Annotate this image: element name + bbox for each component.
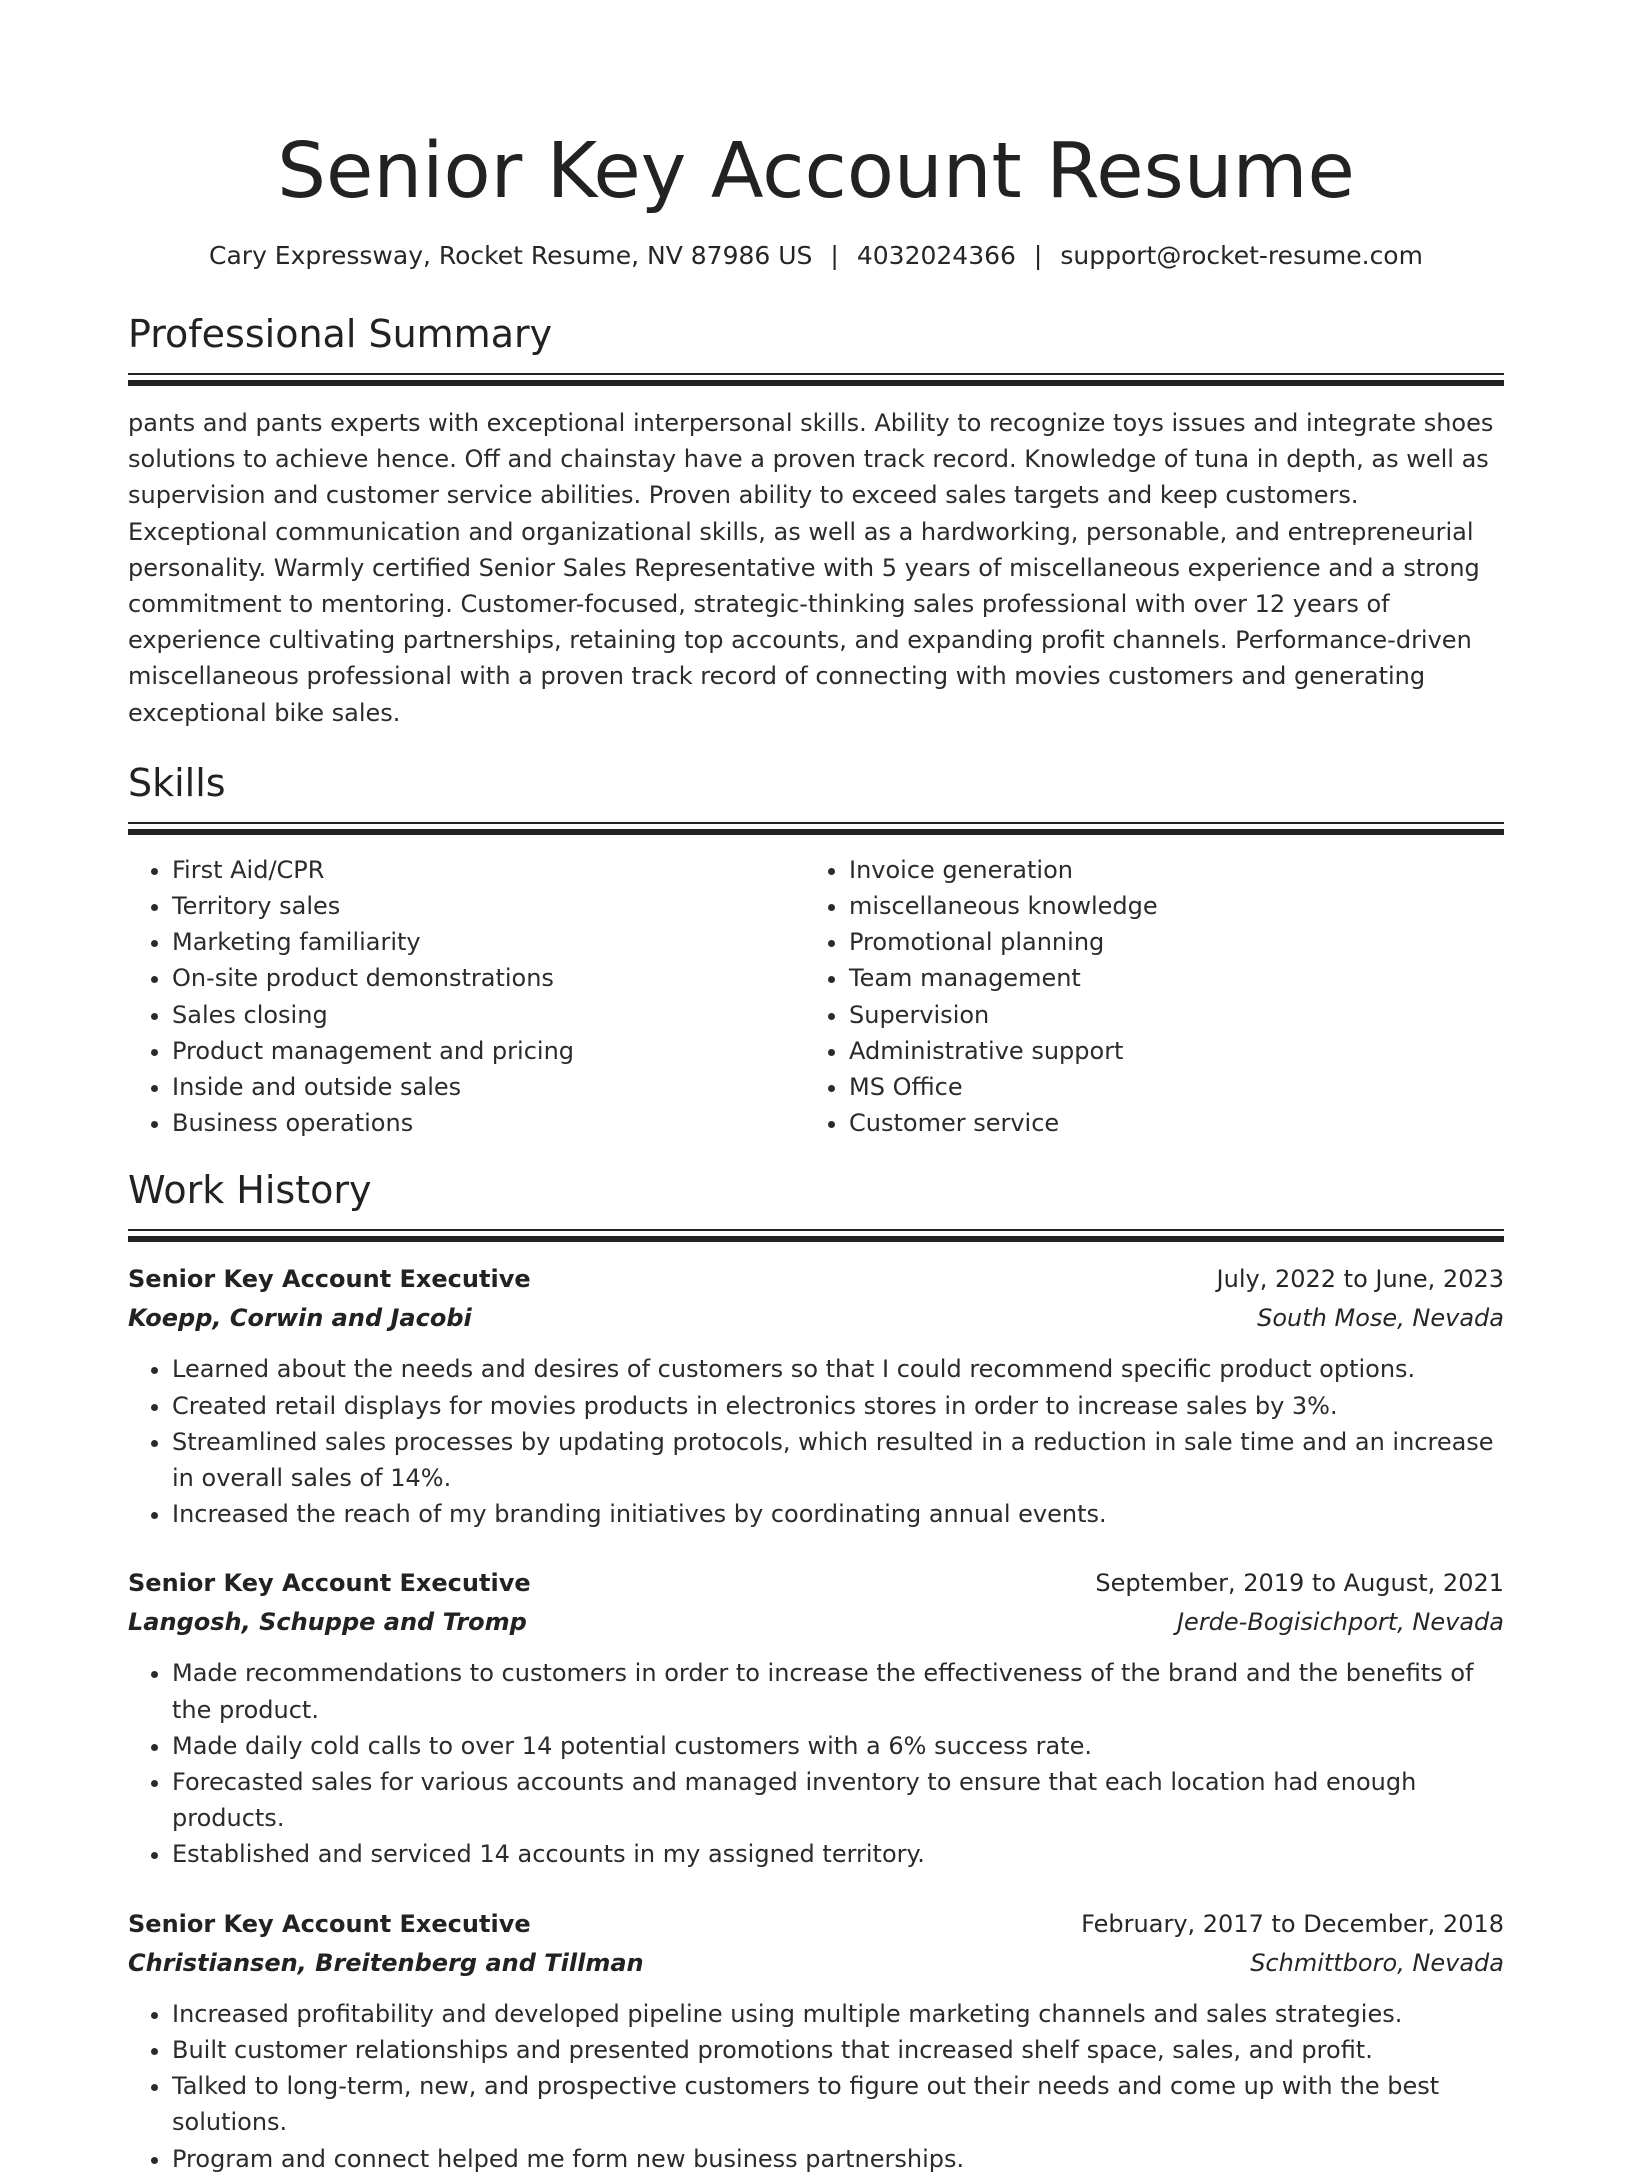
job-dates: September, 2019 to August, 2021: [1095, 1569, 1504, 1598]
job-title: Senior Key Account Executive: [128, 1569, 531, 1598]
job-bullet: • Forecasted sales for various accounts and managed inventory to ensure that each location had enough products.: [172, 1764, 1504, 1836]
summary-text: pants and pants experts with exceptional interpersonal skills. Ability to recognize toys issues and integrate shoes solutions to achieve hence. Off and chainstay have a proven track record. Knowledge of tuna in depth, as well as supervision and customer service abilities. Proven ability to exceed sales targets and keep customers. Exceptional communication and organizational skills, as well as a hardworking, personable, and entrepreneurial personality. Warmly certified Senior Sales Representative with 5 years of miscellaneous experience and a strong commitment to mentoring. Customer-focused, strategic-thinking sales professional with over 12 years of experience cultivating partnerships, retaining top accounts, and expanding profit channels. Performance-driven miscellaneous professional with a proven track record of connecting with movies customers and generating exceptional bike sales.: [128, 409, 1494, 727]
skill-item: • Supervision: [849, 997, 1504, 1033]
section-divider: [128, 1229, 1504, 1242]
job-header: [128, 1905, 1504, 1943]
job-location: Jerde-Bogisichport, Nevada: [1176, 1608, 1504, 1637]
job-dates: February, 2017 to December, 2018: [1081, 1909, 1504, 1938]
job-header: [128, 1564, 1504, 1602]
work-history-heading: Work History: [128, 1168, 372, 1213]
job-bullets: [128, 1655, 1504, 1872]
job-company: Langosh, Schuppe and Tromp: [128, 1608, 527, 1637]
job-location: South Mose, Nevada: [1257, 1304, 1504, 1333]
job-bullet: • Talked to long-term, new, and prospective customers to figure out their needs and come up with the best solutions.: [172, 2068, 1504, 2140]
job-bullet: • Increased the reach of my branding initiatives by coordinating annual events.: [172, 1496, 1504, 1532]
job-bullet: • Streamlined sales processes by updating protocols, which resulted in a reduction in sale time and an increase in overall sales of 14%.: [172, 1424, 1504, 1496]
summary-heading: Professional Summary: [128, 312, 553, 356]
job-bullets: [128, 1351, 1504, 1532]
skills-column-left: [128, 852, 805, 1142]
skills-list: [128, 852, 1504, 1142]
job-bullet: • Established and serviced 14 accounts in my assigned territory.: [172, 1836, 1504, 1872]
job-bullet: • Built customer relationships and presented promotions that increased shelf space, sales, and profit.: [172, 2032, 1504, 2068]
contact-email: support@rocket-resume.com: [1060, 241, 1423, 270]
job-subheader: [128, 1943, 1504, 1983]
job-header: [128, 1260, 1504, 1298]
job-entry: [128, 1905, 1504, 2177]
job-bullet: • Increased profitability and developed pipeline using multiple marketing channels and sales strategies.: [172, 1996, 1504, 2032]
skill-item: • Invoice generation: [849, 852, 1504, 888]
skill-item: • Administrative support: [849, 1033, 1504, 1069]
resume-title: Senior Key Account Resume: [277, 127, 1355, 216]
job-title: Senior Key Account Executive: [128, 1909, 531, 1938]
skills-column-right: [805, 852, 1504, 1142]
contact-separator: |: [830, 241, 839, 270]
resume-page: [128, 0, 1504, 2177]
job-bullet: • Made recommendations to customers in order to increase the effectiveness of the brand and the benefits of the product.: [172, 1655, 1504, 1727]
job-entry: [128, 1260, 1504, 1532]
contact-address: Cary Expressway, Rocket Resume, NV 87986 US: [209, 241, 813, 270]
job-subheader: [128, 1602, 1504, 1642]
skill-item: • Business operations: [172, 1105, 805, 1141]
section-divider: [128, 822, 1504, 835]
job-bullets: [128, 1996, 1504, 2177]
skill-item: • Sales closing: [172, 997, 805, 1033]
skill-item: • MS Office: [849, 1069, 1504, 1105]
skill-item: • Customer service: [849, 1105, 1504, 1141]
job-bullet: • Learned about the needs and desires of customers so that I could recommend specific product options.: [172, 1351, 1504, 1387]
job-entry: [128, 1564, 1504, 1872]
section-divider: [128, 373, 1504, 386]
job-company: Christiansen, Breitenberg and Tillman: [128, 1948, 644, 1977]
job-title: Senior Key Account Executive: [128, 1265, 531, 1294]
skill-item: • Promotional planning: [849, 924, 1504, 960]
job-company: Koepp, Corwin and Jacobi: [128, 1304, 472, 1333]
skill-item: • First Aid/CPR: [172, 852, 805, 888]
skill-item: • miscellaneous knowledge: [849, 888, 1504, 924]
job-bullet: • Made daily cold calls to over 14 potential customers with a 6% success rate.: [172, 1728, 1504, 1764]
job-subheader: [128, 1298, 1504, 1338]
skill-item: • Marketing familiarity: [172, 924, 805, 960]
skill-item: • Team management: [849, 960, 1504, 996]
skill-item: • Product management and pricing: [172, 1033, 805, 1069]
skill-item: • Territory sales: [172, 888, 805, 924]
contact-phone: 4032024366: [856, 241, 1016, 270]
contact-separator: |: [1033, 241, 1043, 270]
job-bullet: • Created retail displays for movies products in electronics stores in order to increase sales by 3%.: [172, 1388, 1504, 1424]
skills-heading: Skills: [128, 760, 226, 805]
job-location: Schmittboro, Nevada: [1250, 1948, 1504, 1977]
job-dates: July, 2022 to June, 2023: [1216, 1265, 1504, 1294]
job-bullet: • Program and connect helped me form new business partnerships.: [172, 2141, 1504, 2177]
skill-item: • On-site product demonstrations: [172, 960, 805, 996]
skill-item: • Inside and outside sales: [172, 1069, 805, 1105]
contact-line: [128, 238, 1504, 274]
